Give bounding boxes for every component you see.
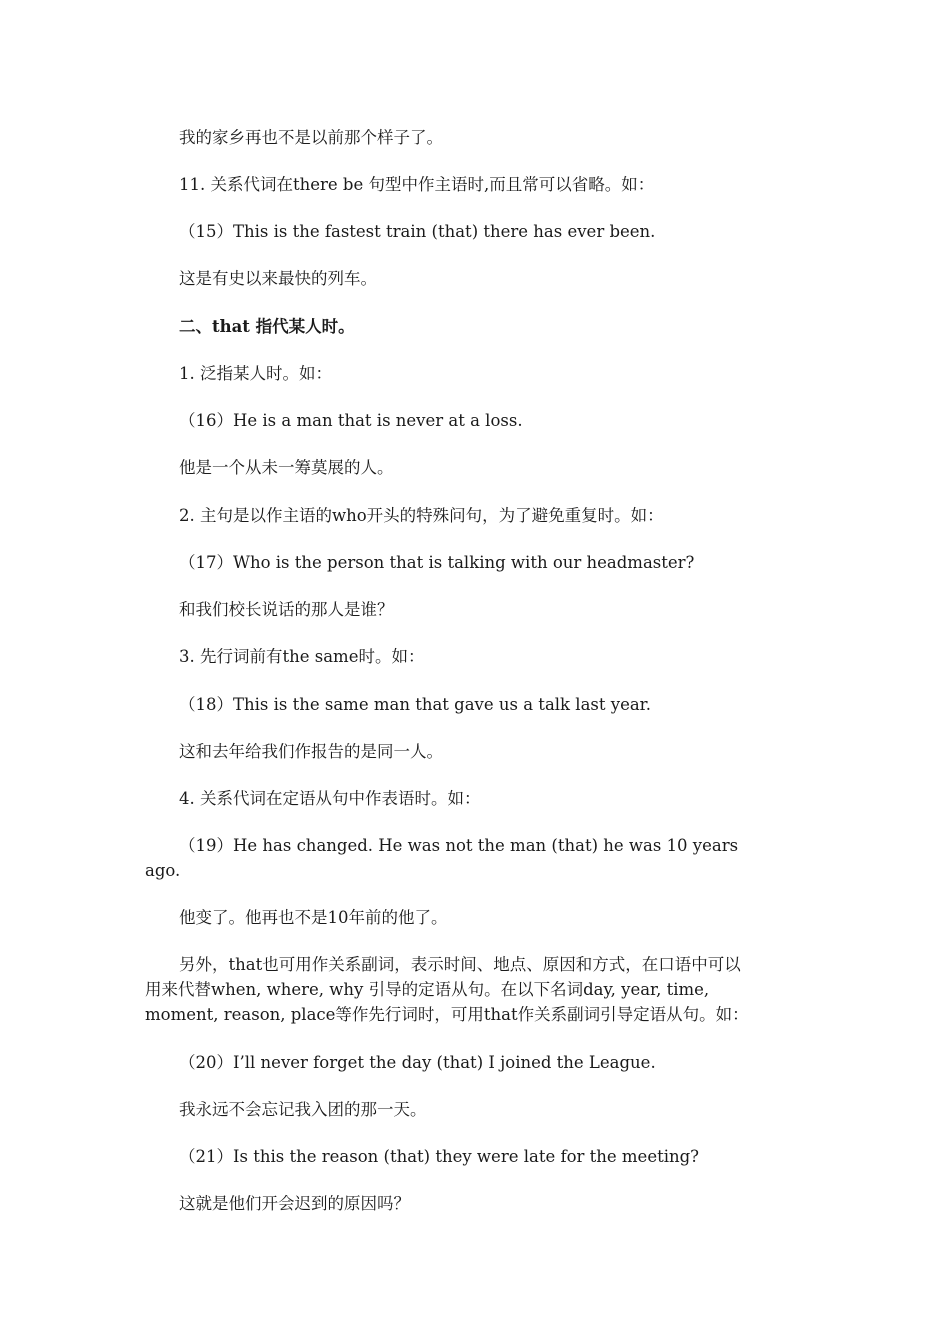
example-18: （18）This is the same man that gave us a talk last year. xyxy=(179,695,651,714)
example-17: （17）Who is the person that is talking with our headmaster? xyxy=(179,553,695,572)
rule-2: 2. 主句是以作主语的who开头的特殊问句，为了避免重复时。如： xyxy=(179,506,664,525)
translation-20: 我永远不会忘记我入团的那一天。 xyxy=(179,1100,427,1119)
translation-17: 和我们校长说话的那人是谁？ xyxy=(179,600,394,619)
paragraph-line-1: 另外，that也可用作关系副词，表示时间、地点、原因和方式，在口语中可以 xyxy=(179,955,741,974)
section-heading-2: 二、that 指代某人时。 xyxy=(179,317,355,336)
translation-18: 这和去年给我们作报告的是同一人。 xyxy=(179,742,443,761)
example-15: （15）This is the fastest train (that) there has ever been. xyxy=(179,222,656,241)
example-16: （16）He is a man that is never at a loss. xyxy=(179,411,523,430)
rule-11: 11. 关系代词在there be 句型中作主语时,而且常可以省略。如： xyxy=(179,175,655,194)
example-21: （21）Is this the reason (that) they were late for the meeting? xyxy=(179,1147,700,1166)
rule-3: 3. 先行词前有the same时。如： xyxy=(179,647,425,666)
paragraph-translation-14: 我的家乡再也不是以前那个样子了。 xyxy=(179,128,443,147)
paragraph-relative-adverb xyxy=(145,952,815,1027)
paragraph-line-3: moment, reason, place等作先行词时，可用that作关系副词引导定语从句。如： xyxy=(145,1005,749,1024)
translation-21: 这就是他们开会迟到的原因吗？ xyxy=(179,1194,410,1213)
example-19 xyxy=(145,833,815,883)
translation-19: 他变了。他再也不是10年前的他了。 xyxy=(179,908,448,927)
rule-1: 1. 泛指某人时。如： xyxy=(179,364,332,383)
example-19-line-2: ago. xyxy=(145,861,181,880)
translation-16: 他是一个从未一筹莫展的人。 xyxy=(179,458,394,477)
translation-15: 这是有史以来最快的列车。 xyxy=(179,269,377,288)
example-20: （20）I’ll never forget the day (that) I joined the League. xyxy=(179,1053,656,1072)
example-19-line-1: （19）He has changed. He was not the man (that) he was 10 years xyxy=(179,836,739,855)
rule-4: 4. 关系代词在定语从句中作表语时。如： xyxy=(179,789,481,808)
paragraph-line-2: 用来代替when, where, why 引导的定语从句。在以下名词day, year, time, xyxy=(145,980,710,999)
